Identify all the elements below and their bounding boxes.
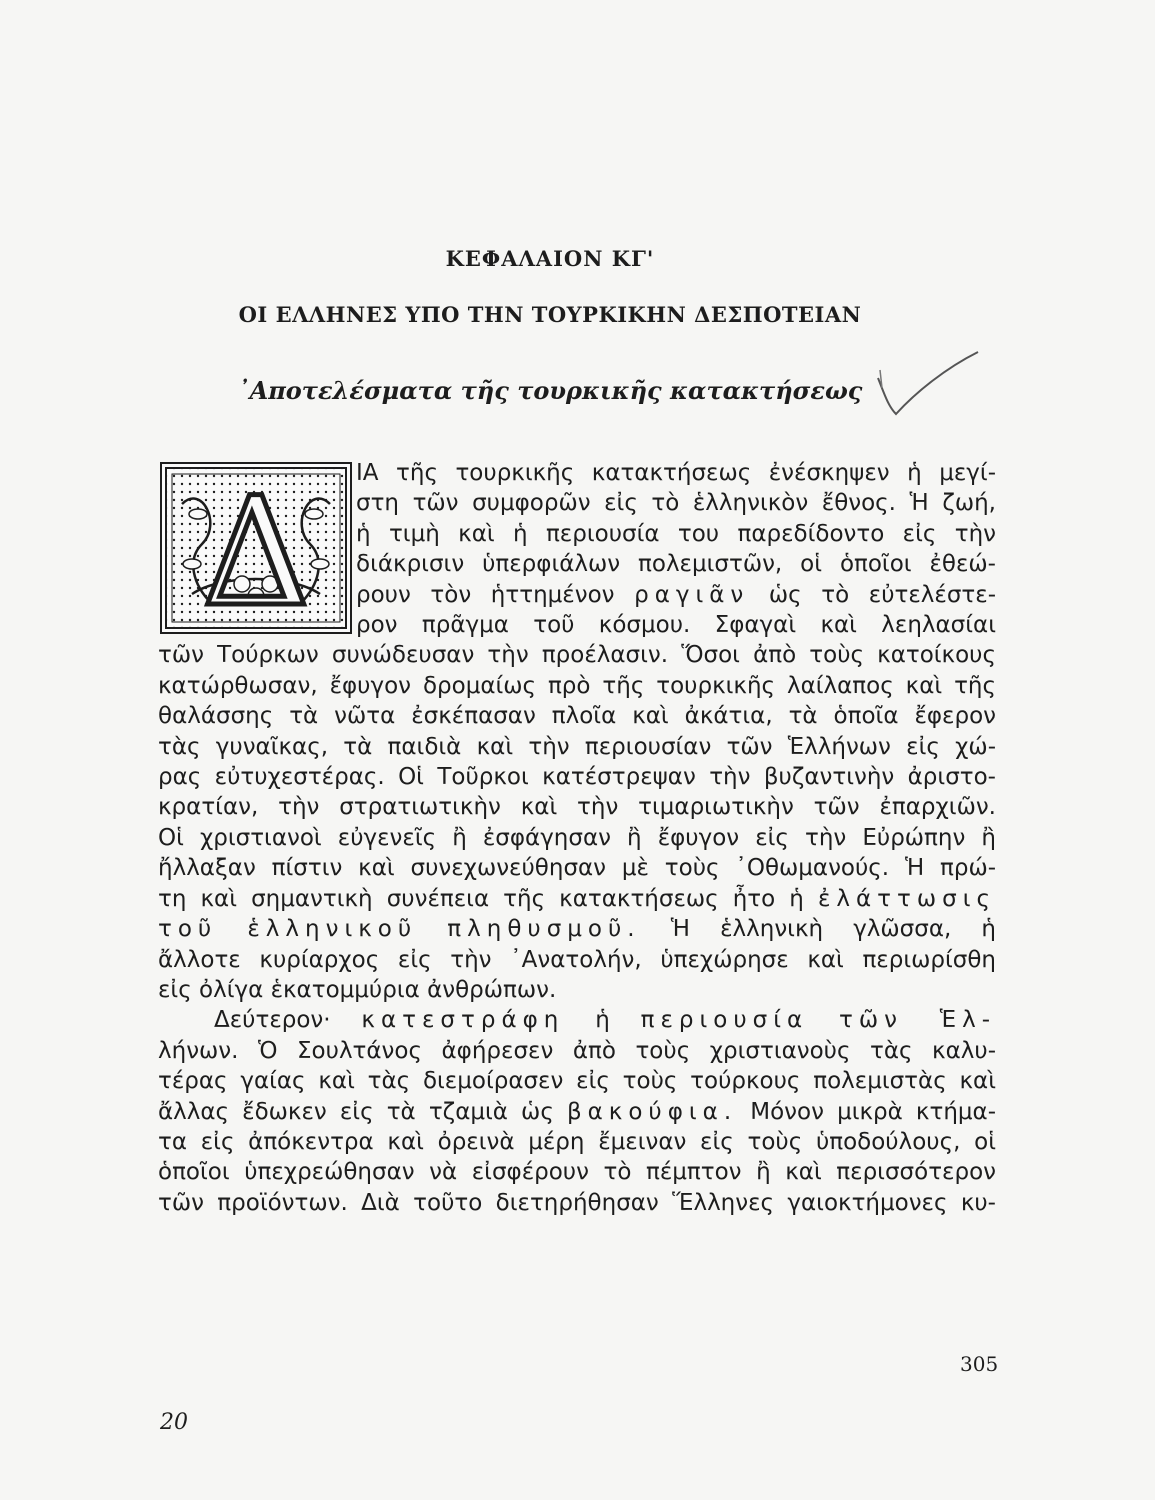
text-line: ἡ τιμὴ καὶ ἡ περιουσία του παρεδίδοντο εἰς τὴν xyxy=(356,520,996,547)
spaced-word: ραγιᾶν xyxy=(634,581,750,608)
spaced-word: κατεστράφη xyxy=(361,1007,565,1034)
text-line xyxy=(158,1097,996,1127)
page-number: 305 xyxy=(960,1352,999,1376)
chapter-heading: ΟΙ ΕΛΛΗΝΕΣ ΥΠΟ ΤΗΝ ΤΟΥΡΚΙΚΗΝ ΔΕΣΠΟΤΕΙΑΝ xyxy=(238,302,862,327)
text-line xyxy=(158,884,996,914)
body-paragraphs xyxy=(158,458,996,1218)
text-line: θαλάσσης τὰ νῶτα ἐσκέπασαν πλοῖα καὶ ἀκάτια, τὰ ὁποῖα ἔφερον xyxy=(158,703,996,730)
text-line: κατώρθωσαν, ἔφυγον δρομαίως πρὸ τῆς τουρκικῆς λαίλαπος καὶ τῆς xyxy=(158,672,996,699)
text-line: λήνων. Ὁ Σουλτάνος ἀφήρεσεν ἀπὸ τοὺς χριστιανοὺς τὰς καλυ- xyxy=(158,1037,996,1064)
text-line: διάκρισιν ὑπερφιάλων πολεμιστῶν, οἱ ὁποῖοι ἐθεώ- xyxy=(356,551,996,578)
spaced-word: πληθυσμοῦ. xyxy=(447,916,641,943)
text-fragment: τη καὶ σημαντικὴ συνέπεια τῆς κατακτήσεως ἦτο ἡ xyxy=(158,885,804,912)
spaced-word: τοῦ xyxy=(158,916,218,943)
spaced-word: τῶν Ἑλ- xyxy=(838,1007,997,1034)
signature-mark: 20 xyxy=(160,1410,188,1435)
chapter-number: ΚΕΦΑΛΑΙΟΝ ΚΓ' xyxy=(445,246,655,271)
text-fragment: Μόνον μικρὰ κτήμα- xyxy=(750,1098,996,1125)
text-line: Οἱ χριστιανοὶ εὐγενεῖς ἢ ἐσφάγησαν ἢ ἔφυγον εἰς τὴν Εὐρώπην ἢ xyxy=(158,824,996,851)
section-title: ᾿Αποτελέσματα τῆς τουρκικῆς κατακτήσεως xyxy=(237,376,863,405)
text-line xyxy=(158,1005,996,1035)
text-fragment: Ἡ ἑλληνικὴ γλῶσσα, ἡ xyxy=(670,916,997,943)
spaced-word: περιουσία xyxy=(640,1007,809,1034)
text-line: ρον πρᾶγμα τοῦ κόσμου. Σφαγαὶ καὶ λεηλασίαι xyxy=(356,612,996,639)
text-line: ΙΑ τῆς τουρκικῆς κατακτήσεως ἐνέσκηψεν ἡ μεγί- xyxy=(356,460,996,486)
drop-cap-letter: Δ xyxy=(201,466,311,632)
text-line: ἤλλαξαν πίστιν καὶ συνεχωνεύθησαν μὲ τοὺς ᾿Οθωμανούς. Ἡ πρώ- xyxy=(158,855,996,882)
spaced-word: βακούφια. xyxy=(566,1098,738,1125)
text-fragment: ἡ xyxy=(595,1007,610,1034)
text-fragment: Δεύτερον· xyxy=(214,1007,331,1034)
text-line: τῶν Τούρκων συνώδευσαν τὴν προέλασιν. Ὅσοι ἀπὸ τοὺς κατοίκους xyxy=(158,642,996,669)
text-line: τῶν προϊόντων. Διὰ τοῦτο διετηρήθησαν Ἕλληνες γαιοκτήμονες κυ- xyxy=(158,1189,996,1216)
text-line: εἰς ὀλίγα ἑκατομμύρια ἀνθρώπων. xyxy=(158,976,557,1003)
text-fragment: ἄλλας ἔδωκεν εἰς τὰ τζαμιὰ ὡς xyxy=(158,1098,554,1125)
text-line xyxy=(356,580,996,610)
text-line: ὁποῖοι ὑπεχρεώθησαν νὰ εἰσφέρουν τὸ πέμπτον ἢ καὶ περισσότερον xyxy=(158,1159,996,1186)
spaced-word: ἐλάττωσις xyxy=(817,885,996,912)
text-fragment: ρουν τὸν ἡττημένον xyxy=(356,581,615,608)
handwritten-checkmark-icon xyxy=(866,348,986,418)
text-line: τὰς γυναῖκας, τὰ παιδιὰ καὶ τὴν περιουσίαν τῶν Ἑλλήνων εἰς χώ- xyxy=(158,733,996,760)
text-line: τα εἰς ἀπόκεντρα καὶ ὀρεινὰ μέρη ἔμειναν εἰς τοὺς ὑποδούλους, οἱ xyxy=(158,1128,996,1155)
text-fragment: ὡς τὸ εὐτελέστε- xyxy=(768,581,996,608)
text-line: στη τῶν συμφορῶν εἰς τὸ ἑλληνικὸν ἔθνος. Ἡ ζωή, xyxy=(356,490,996,517)
text-line: ρας εὐτυχεστέρας. Οἱ Τοῦρκοι κατέστρεψαν τὴν βυζαντινὴν ἀριστο- xyxy=(158,764,996,791)
text-line: τέρας γαίας καὶ τὰς διεμοίρασεν εἰς τοὺς τούρκους πολεμιστὰς καὶ xyxy=(158,1068,996,1095)
text-line: κρατίαν, τὴν στρατιωτικὴν καὶ τὴν τιμαριωτικὴν τῶν ἐπαρχιῶν. xyxy=(158,794,996,821)
text-line xyxy=(158,914,996,944)
spaced-word: ἑλληνικοῦ xyxy=(247,916,418,943)
text-line: ἄλλοτε κυρίαρχος εἰς τὴν ᾿Ανατολήν, ὑπεχώρησε καὶ περιωρίσθη xyxy=(158,946,996,973)
